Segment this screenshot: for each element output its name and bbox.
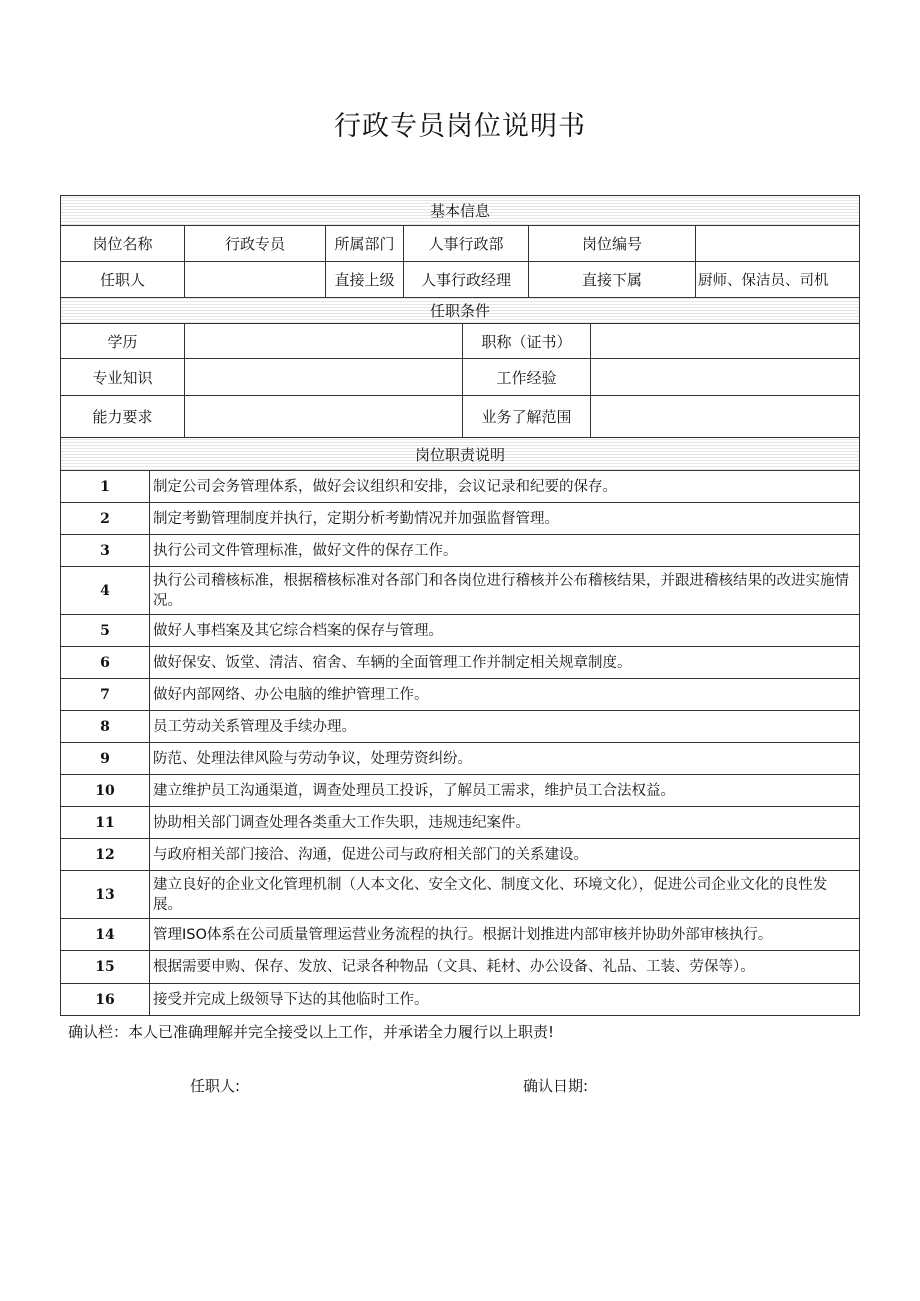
duty-text: 制定公司会务管理体系，做好会议组织和安排，会议记录和纪要的保存。	[153, 478, 617, 495]
duty-text: 做好内部网络、办公电脑的维护管理工作。	[153, 686, 429, 703]
value-business-scope	[591, 396, 859, 437]
duty-number: 2	[61, 503, 150, 534]
duty-row	[60, 839, 860, 871]
value-knowledge	[185, 359, 463, 395]
value-department: 人事行政部	[404, 226, 529, 261]
label-certificate: 职称（证书）	[463, 324, 591, 358]
section-header-basic	[60, 195, 860, 226]
duty-text: 与政府相关部门接洽、沟通，促进公司与政府相关部门的关系建设。	[153, 846, 588, 863]
value-subordinates: 厨师、保洁员、司机	[698, 273, 829, 289]
employee-signature-label: 任职人:	[190, 1077, 241, 1095]
value-experience	[591, 359, 859, 395]
duty-row	[60, 535, 860, 567]
label-education: 学历	[61, 324, 185, 358]
duty-text: 建立维护员工沟通渠道，调查处理员工投诉，了解员工需求，维护员工合法权益。	[153, 782, 675, 799]
duty-row	[60, 647, 860, 679]
duty-number: 7	[61, 679, 150, 710]
duty-text: 做好保安、饭堂、清洁、宿舍、车辆的全面管理工作并制定相关规章制度。	[153, 654, 632, 671]
duty-row	[60, 503, 860, 535]
value-position-name: 行政专员	[185, 226, 326, 261]
requirement-row-1	[60, 324, 860, 359]
duty-row	[60, 679, 860, 711]
duty-number: 1	[61, 471, 150, 502]
duty-text: 建立良好的企业文化管理机制（人本文化、安全文化、制度文化、环境文化），促进公司企业文化的良性发展。	[153, 876, 828, 913]
duty-number: 6	[61, 647, 150, 678]
duty-number: 16	[61, 984, 150, 1015]
basic-row-1	[60, 226, 860, 262]
duty-number: 5	[61, 615, 150, 646]
duty-number: 13	[61, 871, 150, 918]
duty-text: 制定考勤管理制度并执行，定期分析考勤情况并加强监督管理。	[153, 510, 559, 527]
section-title-duties: 岗位职责说明	[414, 445, 505, 464]
section-title-basic: 基本信息	[429, 202, 490, 220]
duty-text: 执行公司文件管理标准，做好文件的保存工作。	[153, 542, 458, 559]
duty-row	[60, 567, 860, 615]
requirement-row-3	[60, 396, 860, 438]
duty-text: 员工劳动关系管理及手续办理。	[153, 718, 356, 735]
duty-row	[60, 951, 860, 984]
duty-text: 管理ISO体系在公司质量管理运营业务流程的执行。根据计划推进内部审核并协助外部审核执行。	[153, 926, 773, 943]
section-header-duties	[60, 438, 860, 471]
duty-number: 12	[61, 839, 150, 870]
value-certificate	[591, 324, 859, 358]
duty-row	[60, 807, 860, 839]
duty-number: 8	[61, 711, 150, 742]
confirm-date-label: 确认日期:	[523, 1077, 589, 1095]
duty-row	[60, 615, 860, 647]
duty-number: 9	[61, 743, 150, 774]
duty-number: 11	[61, 807, 150, 838]
label-business-scope: 业务了解范围	[463, 396, 591, 437]
duty-row	[60, 711, 860, 743]
duty-number: 3	[61, 535, 150, 566]
section-header-requirements	[60, 298, 860, 324]
duty-row	[60, 471, 860, 503]
label-position-id: 岗位编号	[529, 226, 696, 261]
label-employee: 任职人	[61, 262, 185, 297]
page-title: 行政专员岗位说明书	[334, 111, 586, 142]
duty-row	[60, 984, 860, 1016]
duty-number: 4	[61, 567, 150, 614]
duty-row	[60, 871, 860, 919]
duty-number: 14	[61, 919, 150, 950]
duty-text: 防范、处理法律风险与劳动争议，处理劳资纠纷。	[153, 750, 472, 767]
label-department: 所属部门	[326, 226, 404, 261]
duty-text: 接受并完成上级领导下达的其他临时工作。	[153, 991, 429, 1008]
basic-row-2	[60, 262, 860, 298]
value-ability	[185, 396, 463, 437]
duty-row	[60, 919, 860, 951]
value-position-id	[696, 226, 859, 261]
value-employee	[185, 262, 326, 297]
label-experience: 工作经验	[463, 359, 591, 395]
duty-text: 根据需要申购、保存、发放、记录各种物品（文具、耗材、办公设备、礼品、工装、劳保等）。	[153, 959, 755, 975]
duty-row	[60, 775, 860, 807]
duty-number: 10	[61, 775, 150, 806]
label-position-name: 岗位名称	[61, 226, 185, 261]
label-knowledge: 专业知识	[61, 359, 185, 395]
value-supervisor: 人事行政经理	[404, 262, 529, 297]
duty-text: 执行公司稽核标准，根据稽核标准对各部门和各岗位进行稽核并公布稽核结果，并跟进稽核结果的改进实施情况。	[153, 572, 849, 609]
duty-text: 做好人事档案及其它综合档案的保存与管理。	[153, 622, 443, 639]
confirmation-statement: 确认栏：本人已准确理解并完全接受以上工作，并承诺全力履行以上职责!	[68, 1023, 555, 1041]
duty-number: 15	[61, 951, 150, 983]
value-education	[185, 324, 463, 358]
duty-text: 协助相关部门调查处理各类重大工作失职，违规违纪案件。	[153, 814, 530, 831]
label-subordinates: 直接下属	[529, 262, 696, 297]
duty-row	[60, 743, 860, 775]
label-ability: 能力要求	[61, 396, 185, 437]
job-description-table	[60, 195, 860, 1016]
section-title-requirements: 任职条件	[429, 302, 490, 320]
label-supervisor: 直接上级	[326, 262, 404, 297]
requirement-row-2	[60, 359, 860, 396]
